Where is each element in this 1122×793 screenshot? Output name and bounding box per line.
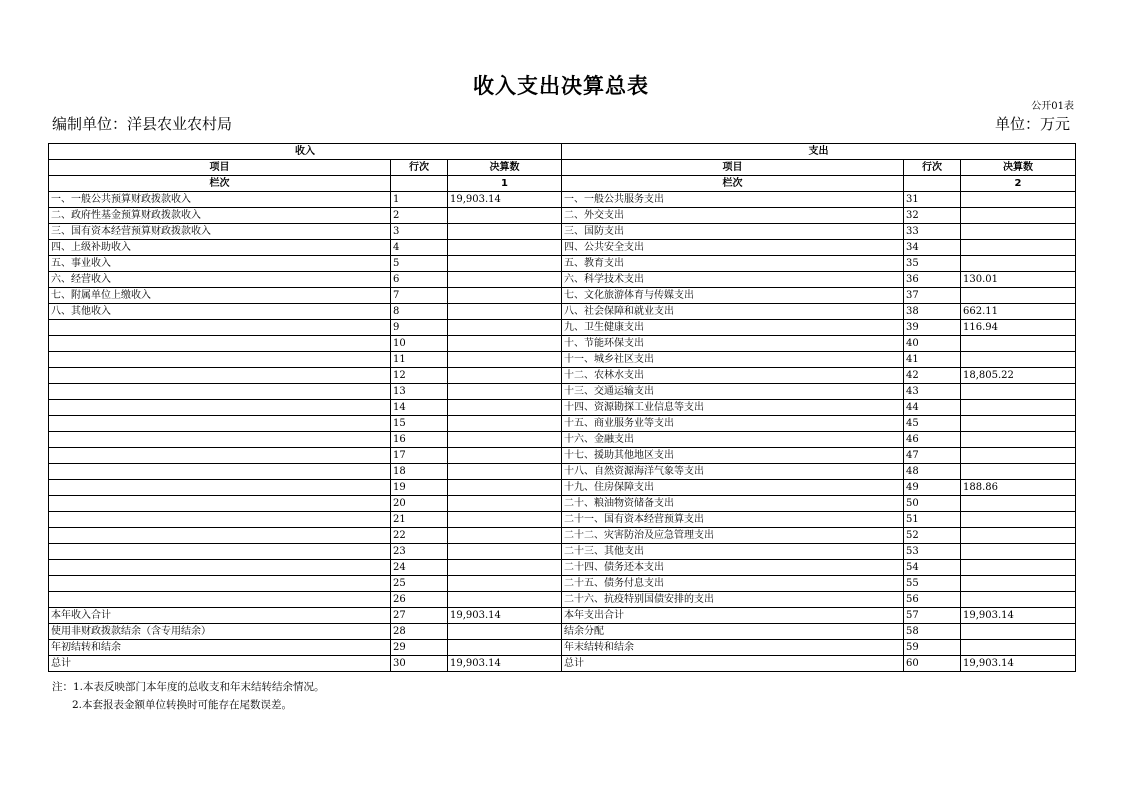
income-item (49, 416, 391, 432)
income-item: 五、事业收入 (49, 256, 391, 272)
expense-amount (961, 448, 1076, 464)
income-item (49, 320, 391, 336)
income-amount-header: 决算数 (448, 160, 562, 176)
expense-line-no: 46 (904, 432, 961, 448)
expense-line-no: 48 (904, 464, 961, 480)
expense-item: 五、教育支出 (562, 256, 904, 272)
income-line-no: 26 (391, 592, 448, 608)
expense-amount (961, 352, 1076, 368)
expense-item: 年末结转和结余 (562, 640, 904, 656)
income-line-no: 14 (391, 400, 448, 416)
income-line-no: 11 (391, 352, 448, 368)
table-row (49, 304, 1076, 320)
expense-line-no: 57 (904, 608, 961, 624)
income-amount (448, 240, 562, 256)
table-row (49, 384, 1076, 400)
income-item (49, 576, 391, 592)
footnote-2: 2.本套报表金额单位转换时可能存在尾数误差。 (72, 699, 293, 711)
expense-line-no: 36 (904, 272, 961, 288)
table-row (49, 560, 1076, 576)
expense-line-no: 52 (904, 528, 961, 544)
income-line-no: 18 (391, 464, 448, 480)
expense-line-no: 38 (904, 304, 961, 320)
expense-amount: 116.94 (961, 320, 1076, 336)
table-row (49, 592, 1076, 608)
expense-item: 结余分配 (562, 624, 904, 640)
income-amount: 19,903.14 (448, 656, 562, 672)
expense-item: 二十四、债务还本支出 (562, 560, 904, 576)
expense-item: 十六、金融支出 (562, 432, 904, 448)
income-section-header: 收入 (49, 144, 562, 160)
income-item (49, 560, 391, 576)
table-row (49, 544, 1076, 560)
budget-table (48, 143, 1076, 672)
income-amount (448, 336, 562, 352)
expense-item: 七、文化旅游体育与传媒支出 (562, 288, 904, 304)
expense-amount (961, 512, 1076, 528)
income-line-no: 20 (391, 496, 448, 512)
currency-unit: 单位：万元 (994, 115, 1070, 133)
table-row (49, 608, 1076, 624)
table-row (49, 400, 1076, 416)
income-item-header: 项目 (49, 160, 391, 176)
income-amount (448, 480, 562, 496)
expense-item: 二十一、国有资本经营预算支出 (562, 512, 904, 528)
table-row (49, 320, 1076, 336)
section-header-row (49, 144, 1076, 160)
income-item (49, 592, 391, 608)
income-item: 三、国有资本经营预算财政拨款收入 (49, 224, 391, 240)
income-line-no: 23 (391, 544, 448, 560)
income-amount (448, 640, 562, 656)
table-row (49, 528, 1076, 544)
expense-amount (961, 208, 1076, 224)
income-amount (448, 416, 562, 432)
income-item (49, 336, 391, 352)
income-line-no: 5 (391, 256, 448, 272)
income-item (49, 512, 391, 528)
expense-amount (961, 640, 1076, 656)
income-line-no: 21 (391, 512, 448, 528)
income-amount (448, 560, 562, 576)
income-item (49, 448, 391, 464)
income-amount (448, 496, 562, 512)
expense-line-no: 42 (904, 368, 961, 384)
expense-item: 总计 (562, 656, 904, 672)
expense-item: 十一、城乡社区支出 (562, 352, 904, 368)
income-item (49, 384, 391, 400)
expense-amount (961, 528, 1076, 544)
income-item: 八、其他收入 (49, 304, 391, 320)
expense-line-no: 39 (904, 320, 961, 336)
income-item (49, 528, 391, 544)
expense-amount: 188.86 (961, 480, 1076, 496)
expense-line-no: 50 (904, 496, 961, 512)
table-row (49, 192, 1076, 208)
expense-line-no: 49 (904, 480, 961, 496)
income-line-no: 29 (391, 640, 448, 656)
table-row (49, 368, 1076, 384)
income-item: 二、政府性基金预算财政拨款收入 (49, 208, 391, 224)
income-line-header: 行次 (391, 160, 448, 176)
expense-line-no: 47 (904, 448, 961, 464)
expense-amount (961, 336, 1076, 352)
income-item (49, 544, 391, 560)
expense-line-no: 60 (904, 656, 961, 672)
expense-item: 十七、援助其他地区支出 (562, 448, 904, 464)
income-item: 四、上级补助收入 (49, 240, 391, 256)
expense-item: 九、卫生健康支出 (562, 320, 904, 336)
expense-item: 十九、住房保障支出 (562, 480, 904, 496)
expense-item: 十四、资源勘探工业信息等支出 (562, 400, 904, 416)
income-item: 年初结转和结余 (49, 640, 391, 656)
expense-item: 二十、粮油物资储备支出 (562, 496, 904, 512)
income-amount (448, 304, 562, 320)
income-amount (448, 320, 562, 336)
expense-line-no: 37 (904, 288, 961, 304)
expense-amount: 130.01 (961, 272, 1076, 288)
table-row (49, 448, 1076, 464)
expense-amount (961, 416, 1076, 432)
expense-item: 八、社会保障和就业支出 (562, 304, 904, 320)
table-row (49, 512, 1076, 528)
expense-line-no: 51 (904, 512, 961, 528)
expense-line-no: 31 (904, 192, 961, 208)
expense-amount (961, 560, 1076, 576)
income-col-label: 栏次 (49, 176, 391, 192)
table-row (49, 256, 1076, 272)
table-row (49, 656, 1076, 672)
expense-amount (961, 240, 1076, 256)
income-amount (448, 464, 562, 480)
expense-amount (961, 496, 1076, 512)
income-line-no: 9 (391, 320, 448, 336)
income-line-no: 15 (391, 416, 448, 432)
income-amount (448, 288, 562, 304)
expense-amount: 19,903.14 (961, 608, 1076, 624)
expense-item: 十二、农林水支出 (562, 368, 904, 384)
income-amount (448, 544, 562, 560)
expense-amount: 19,903.14 (961, 656, 1076, 672)
expense-item: 二十三、其他支出 (562, 544, 904, 560)
expense-item: 十、节能环保支出 (562, 336, 904, 352)
income-line-no: 19 (391, 480, 448, 496)
income-line-no: 17 (391, 448, 448, 464)
income-item (49, 496, 391, 512)
expense-line-no: 35 (904, 256, 961, 272)
expense-line-no: 40 (904, 336, 961, 352)
income-line-no: 10 (391, 336, 448, 352)
income-amount (448, 384, 562, 400)
expense-item-header: 项目 (562, 160, 904, 176)
expense-amount (961, 624, 1076, 640)
expense-amount (961, 192, 1076, 208)
empty-cell (904, 176, 961, 192)
expense-line-no: 55 (904, 576, 961, 592)
income-line-no: 3 (391, 224, 448, 240)
income-line-no: 4 (391, 240, 448, 256)
income-line-no: 2 (391, 208, 448, 224)
income-item: 本年收入合计 (49, 608, 391, 624)
income-amount (448, 576, 562, 592)
expense-item: 十五、商业服务业等支出 (562, 416, 904, 432)
expense-line-no: 43 (904, 384, 961, 400)
income-line-no: 6 (391, 272, 448, 288)
income-item (49, 352, 391, 368)
table-row (49, 240, 1076, 256)
income-amount (448, 432, 562, 448)
expense-item: 二十二、灾害防治及应急管理支出 (562, 528, 904, 544)
expense-line-no: 34 (904, 240, 961, 256)
income-amount (448, 352, 562, 368)
income-line-no: 1 (391, 192, 448, 208)
expense-amount-header: 决算数 (961, 160, 1076, 176)
expense-item: 六、科学技术支出 (562, 272, 904, 288)
income-line-no: 13 (391, 384, 448, 400)
income-item: 使用非财政拨款结余（含专用结余） (49, 624, 391, 640)
expense-item: 二十六、抗疫特别国债安排的支出 (562, 592, 904, 608)
expense-line-no: 56 (904, 592, 961, 608)
footnote-1: 注：1.本表反映部门本年度的总收支和年末结转结余情况。 (52, 681, 325, 693)
table-row (49, 640, 1076, 656)
income-amount: 19,903.14 (448, 608, 562, 624)
table-row (49, 480, 1076, 496)
expense-col-index: 2 (961, 176, 1076, 192)
income-item: 七、附属单位上缴收入 (49, 288, 391, 304)
table-row (49, 432, 1076, 448)
expense-line-no: 53 (904, 544, 961, 560)
expense-amount (961, 432, 1076, 448)
expense-section-header: 支出 (562, 144, 1076, 160)
expense-col-label: 栏次 (562, 176, 904, 192)
expense-amount: 662.11 (961, 304, 1076, 320)
table-row (49, 208, 1076, 224)
expense-item: 三、国防支出 (562, 224, 904, 240)
expense-amount (961, 576, 1076, 592)
table-row (49, 352, 1076, 368)
expense-item: 一、一般公共服务支出 (562, 192, 904, 208)
expense-line-no: 41 (904, 352, 961, 368)
income-line-no: 7 (391, 288, 448, 304)
income-amount (448, 624, 562, 640)
income-col-index: 1 (448, 176, 562, 192)
expense-item: 二、外交支出 (562, 208, 904, 224)
income-amount (448, 256, 562, 272)
expense-amount (961, 384, 1076, 400)
expense-amount (961, 288, 1076, 304)
expense-line-no: 45 (904, 416, 961, 432)
expense-amount (961, 224, 1076, 240)
income-line-no: 28 (391, 624, 448, 640)
income-amount (448, 528, 562, 544)
income-amount (448, 512, 562, 528)
expense-amount: 18,805.22 (961, 368, 1076, 384)
table-row (49, 576, 1076, 592)
expense-line-no: 32 (904, 208, 961, 224)
form-number: 公开01表 (1031, 101, 1074, 112)
table-row (49, 288, 1076, 304)
income-line-no: 24 (391, 560, 448, 576)
table-row (49, 272, 1076, 288)
income-item: 一、一般公共预算财政拨款收入 (49, 192, 391, 208)
expense-line-no: 58 (904, 624, 961, 640)
income-amount (448, 368, 562, 384)
expense-item: 十八、自然资源海洋气象等支出 (562, 464, 904, 480)
income-line-no: 16 (391, 432, 448, 448)
expense-item: 四、公共安全支出 (562, 240, 904, 256)
table-row (49, 224, 1076, 240)
expense-line-no: 33 (904, 224, 961, 240)
income-line-no: 22 (391, 528, 448, 544)
income-item (49, 464, 391, 480)
income-line-no: 25 (391, 576, 448, 592)
income-item (49, 480, 391, 496)
income-amount (448, 400, 562, 416)
column-index-row (49, 176, 1076, 192)
compiling-unit: 编制单位：洋县农业农村局 (52, 115, 233, 133)
column-header-row (49, 160, 1076, 176)
table-row (49, 416, 1076, 432)
expense-item: 本年支出合计 (562, 608, 904, 624)
income-amount (448, 272, 562, 288)
page-title: 收入支出决算总表 (473, 73, 649, 98)
table-row (49, 464, 1076, 480)
expense-item: 十三、交通运输支出 (562, 384, 904, 400)
expense-line-no: 59 (904, 640, 961, 656)
expense-amount (961, 592, 1076, 608)
income-item (49, 368, 391, 384)
expense-amount (961, 400, 1076, 416)
income-line-no: 8 (391, 304, 448, 320)
expense-line-header: 行次 (904, 160, 961, 176)
expense-item: 二十五、债务付息支出 (562, 576, 904, 592)
income-line-no: 30 (391, 656, 448, 672)
table-row (49, 336, 1076, 352)
income-amount (448, 592, 562, 608)
expense-amount (961, 544, 1076, 560)
expense-amount (961, 256, 1076, 272)
expense-line-no: 54 (904, 560, 961, 576)
income-amount: 19,903.14 (448, 192, 562, 208)
income-amount (448, 224, 562, 240)
income-item: 六、经营收入 (49, 272, 391, 288)
table-row (49, 496, 1076, 512)
footnotes (52, 678, 325, 714)
income-item (49, 400, 391, 416)
income-amount (448, 208, 562, 224)
income-item: 总计 (49, 656, 391, 672)
table-row (49, 624, 1076, 640)
expense-amount (961, 464, 1076, 480)
empty-cell (391, 176, 448, 192)
income-line-no: 12 (391, 368, 448, 384)
income-line-no: 27 (391, 608, 448, 624)
income-item (49, 432, 391, 448)
expense-line-no: 44 (904, 400, 961, 416)
income-amount (448, 448, 562, 464)
